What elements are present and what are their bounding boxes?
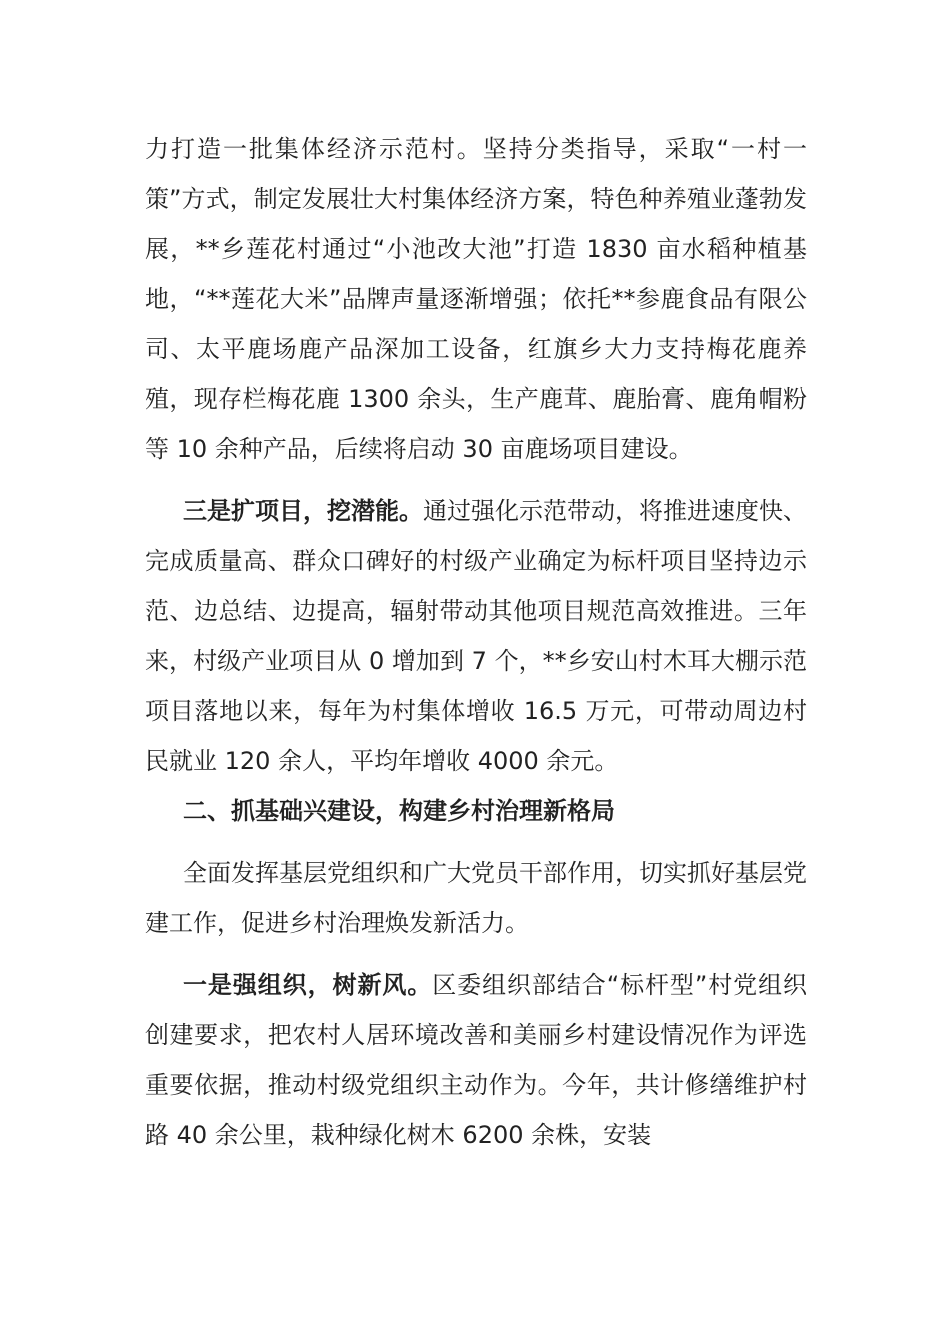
paragraph-expand-projects (145, 486, 807, 786)
paragraph-grassroots (145, 848, 807, 948)
document-page (145, 124, 807, 1160)
paragraph-text: 区委组织部结合“标杆型”村党组织创建要求，把农村人居环境改善和美丽乡村建设情况作为评选重要依据，推动村级党组织主动作为。今年，共计修缮维护村路 40 余公里，栽种绿化树木 6200 余株，安装 (145, 971, 807, 1149)
paragraph-collective-economy (145, 124, 807, 474)
section-heading: 二、抓基础兴建设，构建乡村治理新格局 (183, 797, 615, 825)
paragraph-strengthen-organization (145, 960, 807, 1160)
paragraph-lead: 一是强组织，树新风。 (183, 971, 433, 999)
paragraph-text: 通过强化示范带动，将推进速度快、完成质量高、群众口碑好的村级产业确定为标杆项目坚持边示范、边总结、边提高，辐射带动其他项目规范高效推进。三年来，村级产业项目从 0 增加到 7 个，**乡安山村木耳大棚示范项目落地以来，每年为村集体增收 16.5 万元，可带动周边村民就业 120 余人，平均年增收 4000 余元。 (145, 497, 807, 775)
paragraph-lead: 三是扩项目，挖潜能。 (183, 497, 423, 525)
paragraph-text: 全面发挥基层党组织和广大党员干部作用，切实抓好基层党建工作，促进乡村治理焕发新活力。 (145, 859, 807, 937)
paragraph-text: 力打造一批集体经济示范村。坚持分类指导，采取“一村一策”方式，制定发展壮大村集体经济方案，特色种养殖业蓬勃发展，**乡莲花村通过“小池改大池”打造 1830 亩水稻种植基地，“**莲花大米”品牌声量逐渐增强；依托**参鹿食品有限公司、太平鹿场鹿产品深加工设备，红旗乡大力支持梅花鹿养殖，现存栏梅花鹿 1300 余头，生产鹿茸、鹿胎膏、鹿角帽粉等 10 余种产品，后续将启动 30 亩鹿场项目建设。 (145, 135, 807, 463)
